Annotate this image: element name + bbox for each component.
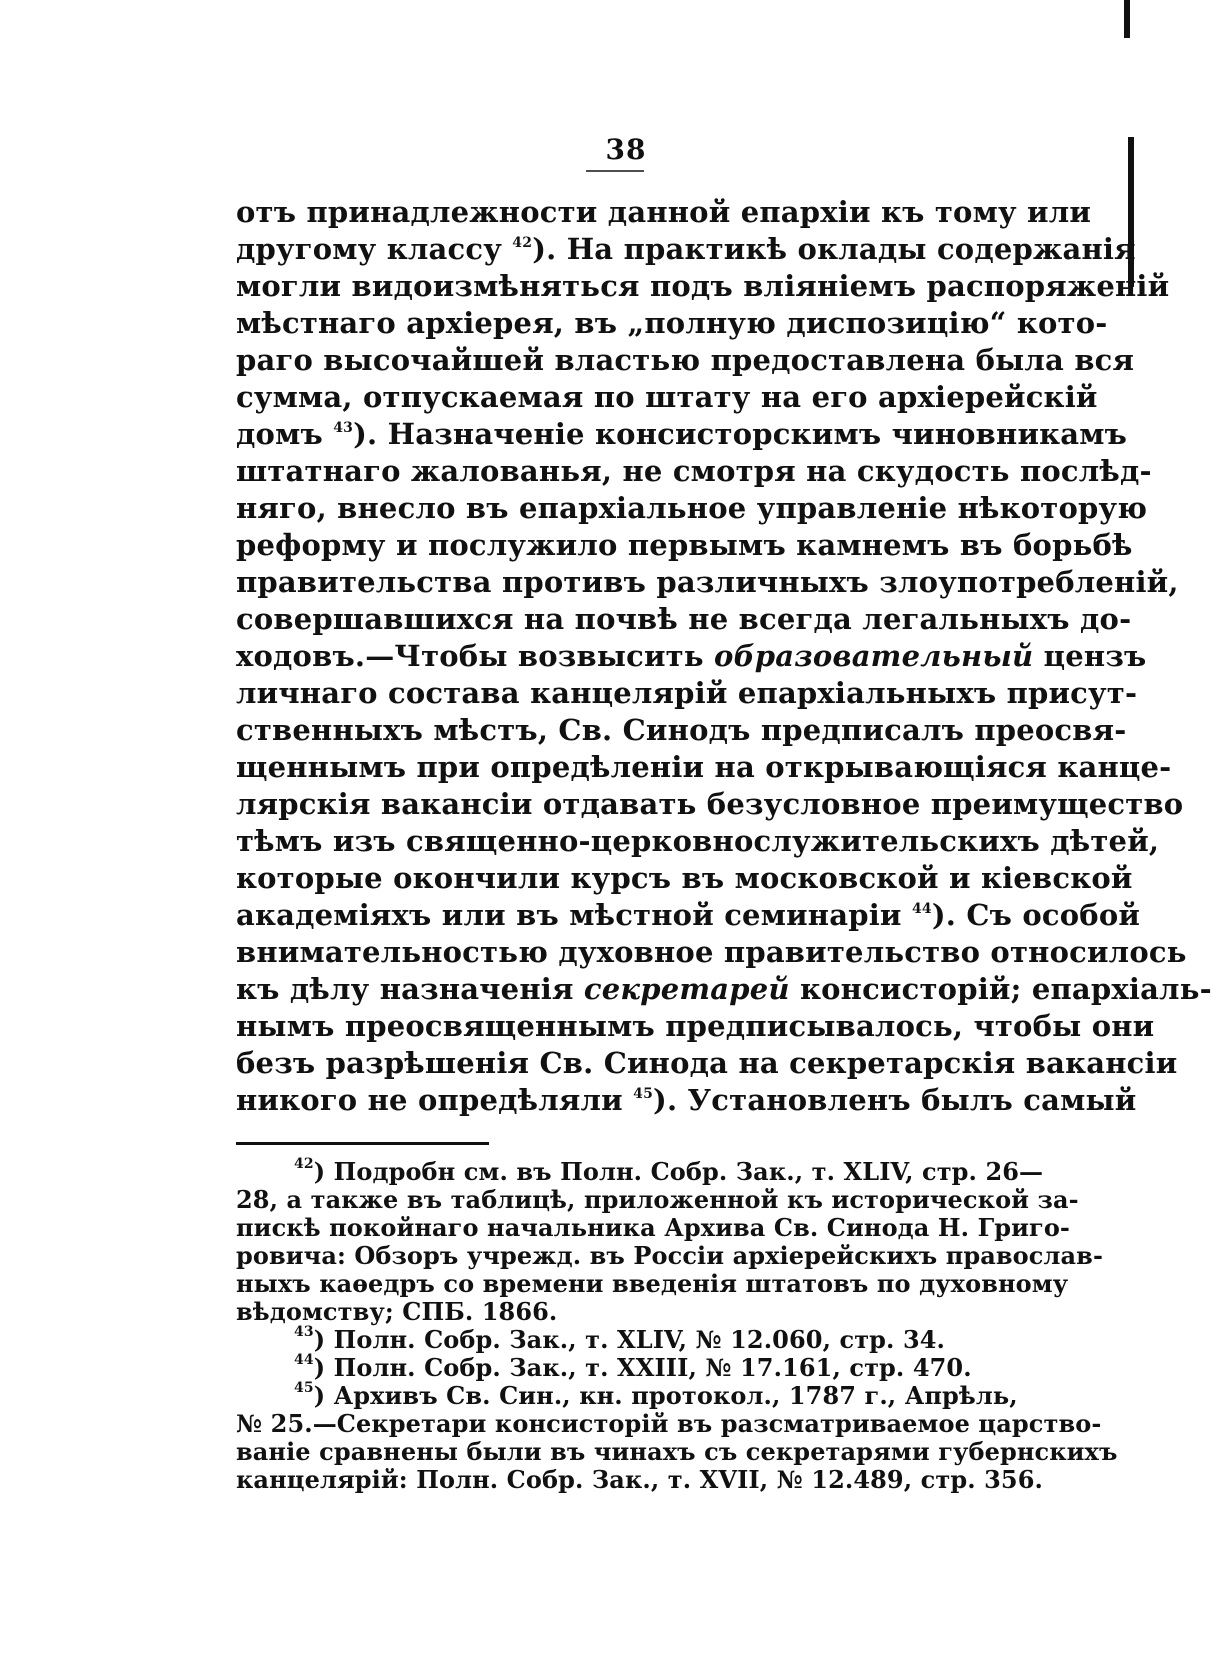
body-text-line [236, 453, 1152, 490]
text-run: консисторій; епархіаль- [789, 972, 1212, 1006]
text-run: ваніе сравнены были въ чинахъ съ секретарями губернскихъ [236, 1437, 1118, 1466]
italic-text-run: образовательный [714, 639, 1034, 673]
footnote-line [236, 1380, 1018, 1410]
main-text [236, 194, 1212, 1119]
body-text-line [236, 379, 1098, 416]
text-run: ). Назначеніе консисторскимъ чиновникамъ [353, 417, 1128, 451]
text-run: ). Съ особой [931, 898, 1141, 932]
body-text-line [236, 897, 1141, 934]
footnote-line [236, 1185, 1079, 1214]
text-run: сумма, отпускаемая по штату на его архіерейскій [236, 380, 1098, 414]
text-run: могли видоизмѣняться подъ вліяніемъ распоряженій [236, 269, 1170, 303]
footnote-reference: 43 [294, 1324, 314, 1340]
text-run: другому классу [236, 232, 513, 266]
text-run: ходовъ.—Чтобы возвысить [236, 639, 715, 673]
footnote-line [236, 1326, 996, 1354]
body-text-line [236, 1082, 1137, 1119]
text-run: ственныхъ мѣстъ, Св. Синодъ предписалъ преосвя- [236, 713, 1127, 747]
footnote-line [236, 1465, 1043, 1494]
text-run: вѣдомству; СПБ. 1866. [236, 1297, 558, 1326]
footnote-reference: 44 [911, 901, 932, 917]
footnotes [236, 1156, 1118, 1494]
body-text-line [236, 601, 1132, 638]
body-text-line [236, 564, 1179, 601]
body-text-line [236, 305, 1108, 342]
text-run: няго, внесло въ епархіальное управленіе нѣкоторую [236, 491, 1148, 525]
body-text-line [236, 1045, 1178, 1082]
footnote-line [236, 1269, 1069, 1298]
text-run: внимательностью духовное правительство относилось [236, 935, 1187, 969]
text-run: мѣстнаго архіерея, въ „полную диспозицію“ кото- [236, 306, 1108, 340]
text-run: личнаго состава канцелярій епархіальныхъ присут- [236, 676, 1138, 710]
text-run: домъ [236, 417, 334, 451]
text-run: никого не опредѣляли [236, 1083, 634, 1117]
text-run: къ дѣлу назначенія [236, 972, 584, 1006]
body-text-line [236, 490, 1148, 527]
page-number-underline [586, 170, 644, 172]
text-run: которые окончили курсъ въ московской и кіевской [236, 861, 1133, 895]
footnote-reference: 44 [294, 1352, 314, 1368]
body-text-line [236, 934, 1187, 971]
footnote-line [236, 1156, 1044, 1186]
body-text-line [236, 342, 1135, 379]
footnote-line [236, 1298, 996, 1326]
body-text-line [236, 749, 1172, 786]
text-run: ). На практикѣ оклады содержанія [532, 232, 1136, 266]
page-number: 38 [605, 133, 647, 166]
body-text-line [236, 675, 1138, 712]
body-text-line [236, 231, 1136, 268]
text-run: лярскія вакансіи отдавать безусловное преимущество [236, 787, 1184, 821]
body-text-line [236, 823, 1160, 860]
text-run: реформу и послужило первымъ камнемъ въ борьбѣ [236, 528, 1133, 562]
text-run: штатнаго жалованья, не смотря на скудость послѣд- [236, 454, 1152, 488]
text-run: пискѣ покойнаго начальника Архива Св. Синода Н. Григо- [236, 1213, 1070, 1242]
footnote-line [236, 1213, 1070, 1242]
scan-edge-mark [1124, 0, 1130, 38]
body-text-line [236, 416, 1128, 453]
text-run: совершавшихся на почвѣ не всегда легальныхъ до- [236, 602, 1132, 636]
footnote-line [236, 1437, 1118, 1466]
text-run: ) Архивъ Св. Син., кн. протокол., 1787 г., Апрѣль, [313, 1381, 1018, 1410]
footnote-reference: 42 [294, 1156, 314, 1172]
text-run: № 25.—Секретари консисторій въ разсматриваемое царство- [236, 1409, 1102, 1438]
text-run: правительства противъ различныхъ злоупотребленій, [236, 565, 1179, 599]
footnote-line [236, 1241, 1104, 1270]
text-run: ныхъ каѳедръ со времени введенія штатовъ по духовному [236, 1269, 1069, 1298]
text-run: ). Установленъ былъ самый [653, 1083, 1137, 1117]
text-run: ) Полн. Собр. Зак., т. XXIII, № 17.161, стр. 470. [313, 1353, 972, 1382]
body-text-line [236, 268, 1170, 305]
text-run: цензъ [1033, 639, 1147, 673]
footnote-reference: 42 [512, 235, 533, 251]
text-run: отъ принадлежности данной епархіи къ тому или [236, 195, 1092, 229]
italic-text-run: секретарей [583, 972, 790, 1006]
footnote-separator [236, 1142, 489, 1145]
body-text-line [236, 786, 1184, 823]
body-text-line [236, 712, 1127, 749]
text-run: раго высочайшей властью предоставлена была вся [236, 343, 1135, 377]
footnote-reference: 43 [333, 420, 354, 436]
footnote-line [236, 1409, 1102, 1438]
body-text-line [236, 527, 1133, 564]
body-text-line [236, 638, 1147, 675]
text-run: тѣмъ изъ священно-церковнослужительскихъ дѣтей, [236, 824, 1160, 858]
body-text-line [236, 194, 1092, 231]
text-run: 28, а также въ таблицѣ, приложенной къ исторической за- [236, 1185, 1079, 1214]
body-text-line [236, 971, 1212, 1008]
footnote-reference: 45 [294, 1380, 314, 1396]
footnote-line [236, 1354, 996, 1382]
text-run: канцелярій: Полн. Собр. Зак., т. XVII, № 12.489, стр. 356. [236, 1465, 1043, 1494]
text-run: ровича: Обзоръ учрежд. въ Россіи архіерейскихъ православ- [236, 1241, 1104, 1270]
text-run: нымъ преосвященнымъ предписывалось, чтобы они [236, 1009, 1155, 1043]
text-run: ) Подробн см. въ Полн. Собр. Зак., т. XLIV, стр. 26— [313, 1157, 1044, 1186]
body-text-line [236, 1008, 1155, 1045]
text-run: ) Полн. Собр. Зак., т. XLIV, № 12.060, стр. 34. [313, 1325, 946, 1354]
text-run: безъ разрѣшенія Св. Синода на секретарскія вакансіи [236, 1046, 1178, 1080]
body-text-line [236, 860, 1133, 897]
text-run: академіяхъ или въ мѣстной семинаріи [236, 898, 912, 932]
footnote-reference: 45 [633, 1086, 654, 1102]
text-run: щеннымъ при опредѣленіи на открывающіяся канце- [236, 750, 1172, 784]
